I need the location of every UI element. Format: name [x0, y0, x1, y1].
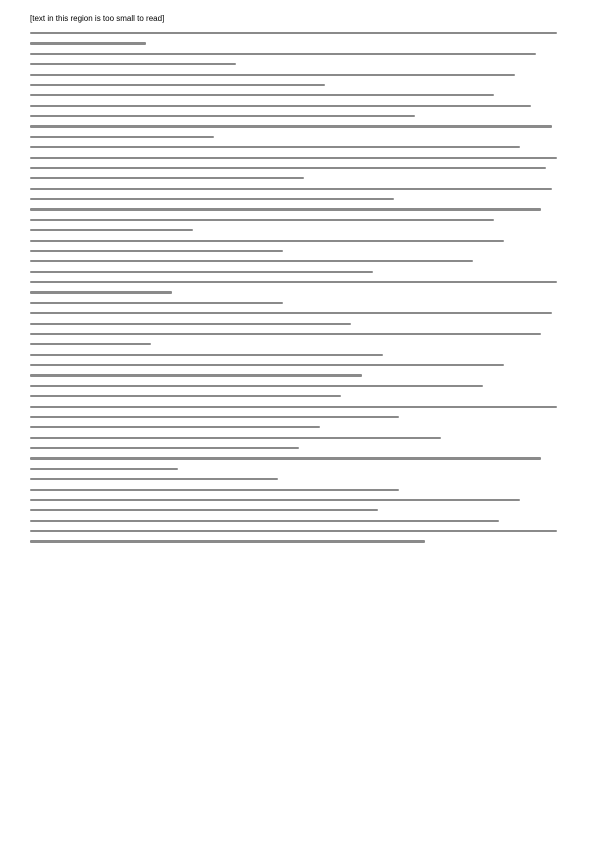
- illegible-text-line: [30, 447, 299, 449]
- paragraph-block: [30, 489, 557, 491]
- paragraph-block: [30, 426, 557, 428]
- paragraph-block: [30, 74, 557, 87]
- illegible-text-line: [30, 509, 378, 511]
- illegible-text-line: [30, 208, 541, 210]
- illegible-text-line: [30, 188, 552, 190]
- illegible-text-notice: [text in this region is too small to read]: [30, 14, 165, 23]
- illegible-text-line: [30, 198, 394, 200]
- paragraph-block: [30, 146, 557, 179]
- illegible-text-line: [30, 63, 236, 65]
- illegible-text-line: [30, 437, 441, 439]
- paragraph-block: [30, 530, 557, 543]
- illegible-text-line: [30, 364, 504, 366]
- illegible-text-line: [30, 136, 214, 138]
- illegible-text-line: [30, 374, 362, 376]
- illegible-text-line: [30, 146, 520, 148]
- illegible-text-line: [30, 354, 383, 356]
- paragraph-block: [30, 509, 557, 511]
- illegible-text-line: [30, 416, 399, 418]
- illegible-text-line: [30, 53, 536, 55]
- illegible-text-line: [30, 302, 283, 304]
- illegible-text-line: [30, 312, 552, 314]
- paragraph-block: [30, 333, 557, 346]
- illegible-text-line: [30, 530, 557, 532]
- paragraph-block: [30, 188, 557, 201]
- illegible-text-line: [30, 229, 193, 231]
- illegible-text-line: [30, 32, 557, 34]
- illegible-text-line: [30, 281, 557, 283]
- illegible-text-line: [30, 105, 531, 107]
- paragraph-block: [30, 32, 557, 45]
- illegible-text-line: [30, 489, 399, 491]
- paragraph-block: [30, 374, 557, 376]
- paragraph-block: [30, 499, 557, 501]
- paragraph-block: [30, 437, 557, 439]
- illegible-text-line: [30, 84, 325, 86]
- illegible-text-line: [30, 395, 341, 397]
- illegible-text-line: [30, 406, 557, 408]
- illegible-text-line: [30, 323, 351, 325]
- paragraph-block: [30, 260, 557, 273]
- paragraph-block: [30, 94, 557, 117]
- illegible-text-line: [30, 291, 172, 293]
- paragraph-block: [30, 520, 557, 522]
- paragraph-block: [30, 395, 557, 397]
- illegible-text-line: [30, 94, 494, 96]
- illegible-text-line: [30, 457, 541, 459]
- document-body: [30, 32, 557, 543]
- illegible-text-line: [30, 520, 499, 522]
- illegible-text-line: [30, 157, 557, 159]
- illegible-text-line: [30, 478, 278, 480]
- illegible-text-line: [30, 333, 541, 335]
- illegible-text-line: [30, 250, 283, 252]
- illegible-text-line: [30, 260, 473, 262]
- illegible-text-line: [30, 177, 304, 179]
- paragraph-block: [30, 447, 557, 449]
- illegible-text-line: [30, 125, 552, 127]
- illegible-text-line: [30, 240, 504, 242]
- paragraph-block: [30, 364, 557, 366]
- paragraph-block: [30, 208, 557, 231]
- paragraph-block: [30, 240, 557, 253]
- illegible-text-line: [30, 385, 483, 387]
- paragraph-block: [30, 457, 557, 470]
- illegible-text-line: [30, 115, 415, 117]
- paragraph-block: [30, 478, 557, 480]
- illegible-text-line: [30, 219, 494, 221]
- illegible-text-line: [30, 540, 425, 542]
- paragraph-block: [30, 354, 557, 356]
- paragraph-block: [30, 302, 557, 304]
- paragraph-block: [30, 53, 557, 66]
- illegible-text-line: [30, 499, 520, 501]
- illegible-text-line: [30, 167, 546, 169]
- illegible-text-line: [30, 74, 515, 76]
- illegible-text-line: [30, 271, 373, 273]
- illegible-text-line: [30, 42, 146, 44]
- paragraph-block: [30, 281, 557, 294]
- illegible-text-line: [30, 468, 178, 470]
- paragraph-block: [30, 312, 557, 325]
- paragraph-block: [30, 406, 557, 419]
- paragraph-block: [30, 125, 557, 138]
- illegible-text-line: [30, 426, 320, 428]
- paragraph-block: [30, 385, 557, 387]
- illegible-text-line: [30, 343, 151, 345]
